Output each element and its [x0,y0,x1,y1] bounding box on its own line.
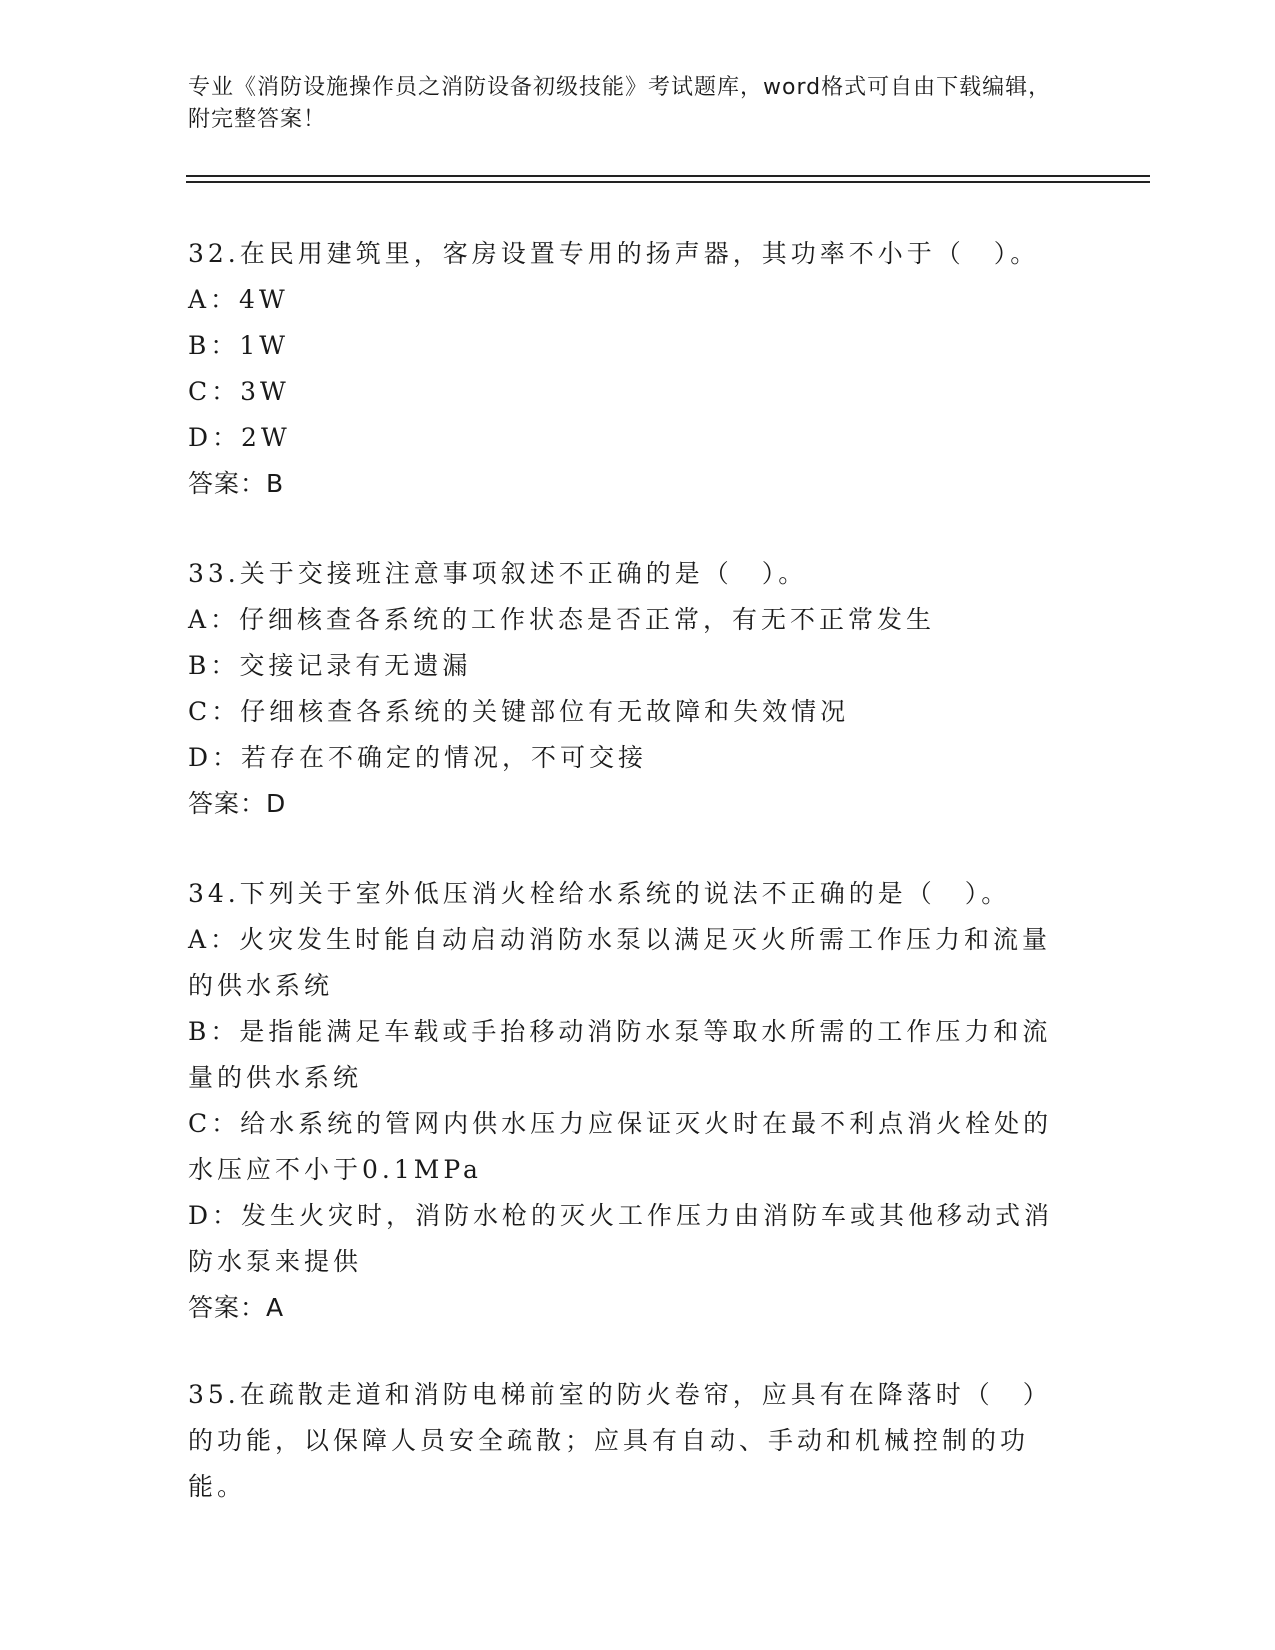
option-c: C：仔细核查各系统的关键部位有无故障和失效情况 [188,697,850,726]
option-b: B：1W [188,331,289,360]
question-33 [188,551,1068,827]
question-stem: 34.下列关于室外低压消火栓给水系统的说法不正确的是（ ）。 [188,879,1011,908]
option-a: A：仔细核查各系统的工作状态是否正常，有无不正常发生 [188,605,936,634]
header-divider-bottom [186,181,1150,183]
option-b: B：是指能满足车载或手抬移动消防水泵等取水所需的工作压力和流量的供水系统 [188,1017,1052,1092]
question-stem: 33.关于交接班注意事项叙述不正确的是（ ）。 [188,559,808,588]
document-header: 专业《消防设施操作员之消防设备初级技能》考试题库，word格式可自由下载编辑，附完整答案！ [188,75,1052,132]
question-34 [188,871,1068,1331]
question-stem: 35.在疏散走道和消防电梯前室的防火卷帘，应具有在降落时（ ）的功能，以保障人员安全疏散；应具有自动、手动和机械控制的功能。 [188,1380,1052,1501]
question-32 [188,231,1068,507]
header-divider-top [186,175,1150,177]
option-d: D：发生火灾时，消防水枪的灭火工作压力由消防车或其他移动式消防水泵来提供 [188,1201,1054,1276]
option-c: C：给水系统的管网内供水压力应保证灭火时在最不利点消火栓处的水压应不小于0.1MPa [188,1109,1053,1184]
option-a: A：4W [188,285,289,314]
answer: 答案：A [188,1293,285,1322]
question-stem: 32.在民用建筑里，客房设置专用的扬声器，其功率不小于（ ）。 [188,239,1040,268]
option-a: A：火灾发生时能自动启动消防水泵以满足灭火所需工作压力和流量的供水系统 [188,925,1052,1000]
question-35 [188,1372,1068,1510]
option-c: C：3W [188,377,290,406]
answer: 答案：D [188,789,287,818]
option-b: B：交接记录有无遗漏 [188,651,472,680]
option-d: D：2W [188,423,291,452]
answer: 答案：B [188,469,285,498]
option-d: D：若存在不确定的情况，不可交接 [188,743,648,772]
